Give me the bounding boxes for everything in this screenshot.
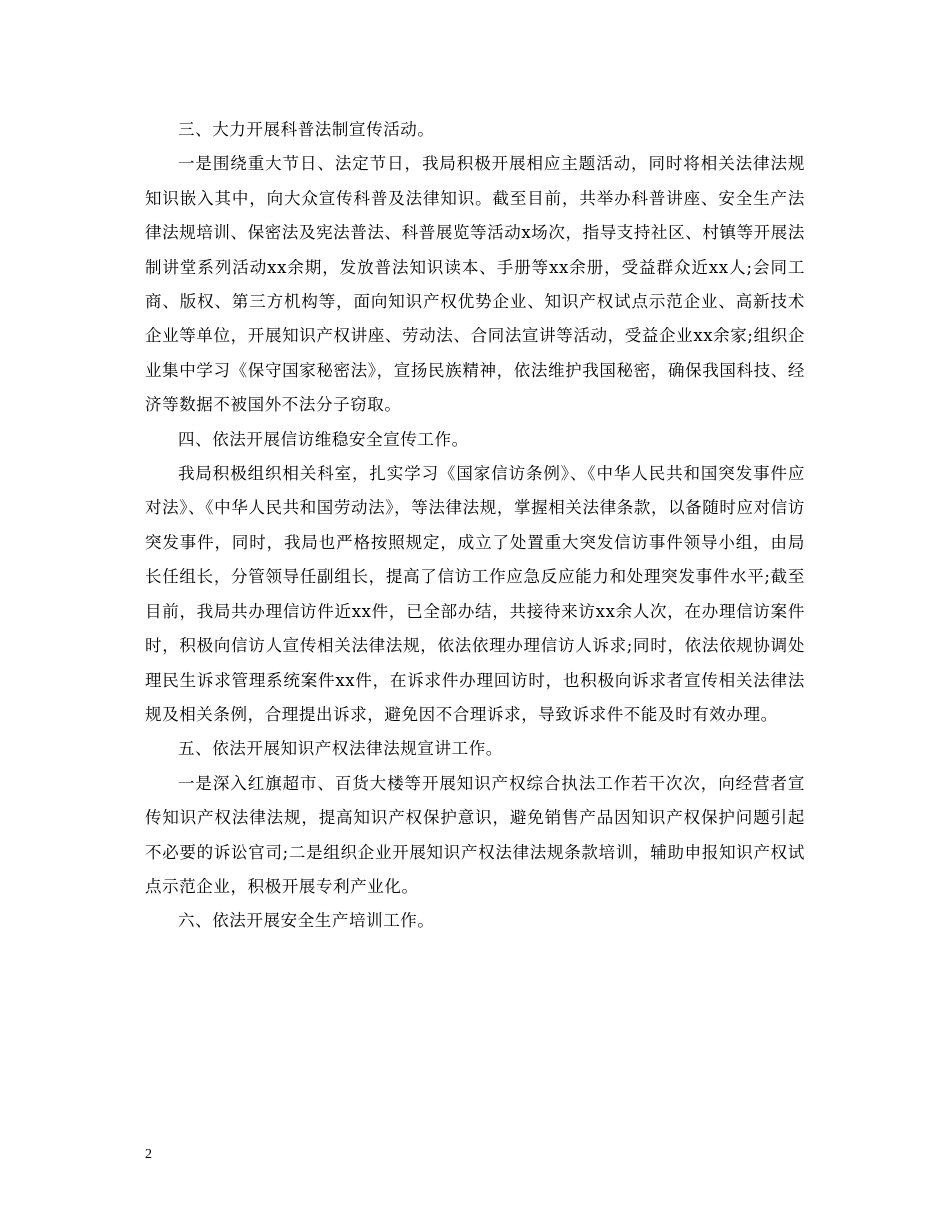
paragraph: 一是深入红旗超市、百货大楼等开展知识产权综合执法工作若干次次，向经营者宣传知识产权法律法规，提高知识产权保护意识，避免销售产品因知识产权保护问题引起不必要的诉讼官司;二是组织企业开展知识产权法律法规条款培训，辅助申报知识产权试点示范企业，积极开展专利产业化。 <box>145 773 805 896</box>
paragraph: 我局积极组织相关科室，扎实学习《国家信访条例》、《中华人民共和国突发事件应对法》、《中华人民共和国劳动法》，等法律法规，掌握相关法律条款，以备随时应对信访突发事件，同时，我局也严格按照规定，成立了处置重大突发信访事件领导小组，由局长任组长，分管领导任副组长，提高了信访工作应急反应能力和处理突发事件水平;截至目前，我局共办理信访件近xx件，已全部办结，共接待来访xx余人次，在办理信访案件时，积极向信访人宣传相关法律法规，依法依理办理信访人诉求;同时，依法依规协调处理民生诉求管理系统案件xx件，在诉求件办理回访时，也积极向诉求者宣传相关法律法规及相关条例，合理提出诉求，避免因不合理诉求，导致诉求件不能及时有效办理。 <box>145 464 805 724</box>
paragraph: 一是围绕重大节日、法定节日，我局积极开展相应主题活动，同时将相关法律法规知识嵌入其中，向大众宣传科普及法律知识。截至目前，共举办科普讲座、安全生产法律法规培训、保密法及宪法普法、科普展览等活动x场次，指导支持社区、村镇等开展法制讲堂系列活动xx余期，发放普法知识读本、手册等xx余册，受益群众近xx人;会同工商、版权、第三方机构等，面向知识产权优势企业、知识产权试点示范企业、高新技术企业等单位，开展知识产权讲座、劳动法、合同法宣讲等活动，受益企业xx余家;组织企业集中学习《保守国家秘密法》，宣扬民族精神，依法维护我国秘密，确保我国科技、经济等数据不被国外不法分子窃取。 <box>145 154 805 415</box>
section-heading-6: 六、依法开展安全生产培训工作。 <box>178 911 435 931</box>
document-body <box>145 113 805 939</box>
section-heading-4: 四、依法开展信访维稳安全宣传工作。 <box>178 429 469 449</box>
section-heading-3: 三、大力开展科普法制宣传活动。 <box>178 120 435 139</box>
section-heading-5: 五、依法开展知识产权法律法规宣讲工作。 <box>178 739 503 759</box>
page-number: 2 <box>145 1147 152 1162</box>
